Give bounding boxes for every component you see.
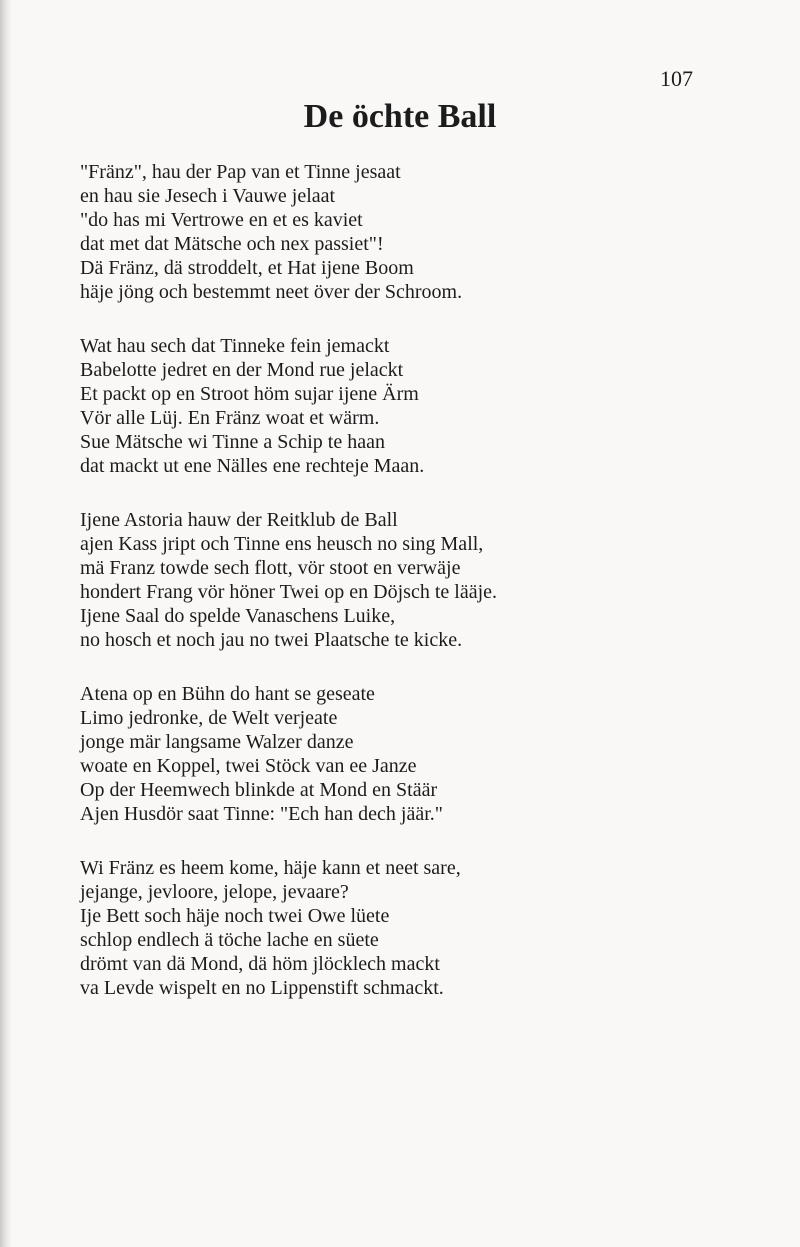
poem-line: Limo jedronke, de Welt verjeate xyxy=(80,707,338,729)
poem-line: jejange, jevloore, jelope, jevaare? xyxy=(80,881,349,903)
poem-body xyxy=(80,160,760,1030)
poem-line: Sue Mätsche wi Tinne a Schip te haan xyxy=(80,431,385,453)
poem-line: jonge mär langsame Walzer danze xyxy=(80,731,354,753)
poem-line: Babelotte jedret en der Mond rue jelackt xyxy=(80,359,404,381)
page-number: 107 xyxy=(660,66,693,91)
poem-line: mä Franz towde sech flott, vör stoot en verwäje xyxy=(80,557,461,579)
poem-line: dat mackt ut ene Nälles ene rechteje Maan. xyxy=(80,455,425,477)
stanza-3 xyxy=(80,508,760,652)
poem-line: Ajen Husdör saat Tinne: "Ech han dech jäär." xyxy=(80,803,443,825)
stanza-2 xyxy=(80,334,760,478)
poem-line: "Fränz", hau der Pap van et Tinne jesaat xyxy=(80,161,401,183)
poem-line: va Levde wispelt en no Lippenstift schmackt. xyxy=(80,977,444,999)
poem-line: no hosch et noch jau no twei Plaatsche te kicke. xyxy=(80,629,463,651)
poem-line: Dä Fränz, dä stroddelt, et Hat ijene Boom xyxy=(80,257,414,279)
poem-line: Vör alle Lüj. En Fränz woat et wärm. xyxy=(80,407,380,429)
poem-title: De öchte Ball xyxy=(303,98,497,135)
poem-line: dat met dat Mätsche och nex passiet"! xyxy=(80,233,384,255)
poem-line: Op der Heemwech blinkde at Mond en Stäär xyxy=(80,779,438,801)
stanza-1 xyxy=(80,160,760,304)
poem-line: Et packt op en Stroot höm sujar ijene Ärm xyxy=(80,383,419,405)
poem-line: ajen Kass jript och Tinne ens heusch no sing Mall, xyxy=(80,533,484,555)
poem-line: Wi Fränz es heem kome, häje kann et neet sare, xyxy=(80,857,461,879)
page-binding-shadow xyxy=(0,0,12,1247)
poem-line: "do has mi Vertrowe en et es kaviet xyxy=(80,209,363,231)
poem-line: drömt van dä Mond, dä höm jlöcklech mackt xyxy=(80,953,440,975)
stanza-5 xyxy=(80,856,760,1000)
poem-line: Wat hau sech dat Tinneke fein jemackt xyxy=(80,335,390,357)
poem-line: en hau sie Jesech i Vauwe jelaat xyxy=(80,185,336,207)
poem-line: hondert Frang vör höner Twei op en Döjsch te lääje. xyxy=(80,581,498,603)
poem-line: Ijene Saal do spelde Vanaschens Luike, xyxy=(80,605,396,627)
poem-line: häje jöng och bestemmt neet över der Schroom. xyxy=(80,281,463,303)
poem-line: Atena op en Bühn do hant se geseate xyxy=(80,683,375,705)
poem-line: schlop endlech ä töche lache en süete xyxy=(80,929,379,951)
poem-line: Ije Bett soch häje noch twei Owe lüete xyxy=(80,905,390,927)
poem-line: woate en Koppel, twei Stöck van ee Janze xyxy=(80,755,417,777)
poem-line: Ijene Astoria hauw der Reitklub de Ball xyxy=(80,509,398,531)
stanza-4 xyxy=(80,682,760,826)
